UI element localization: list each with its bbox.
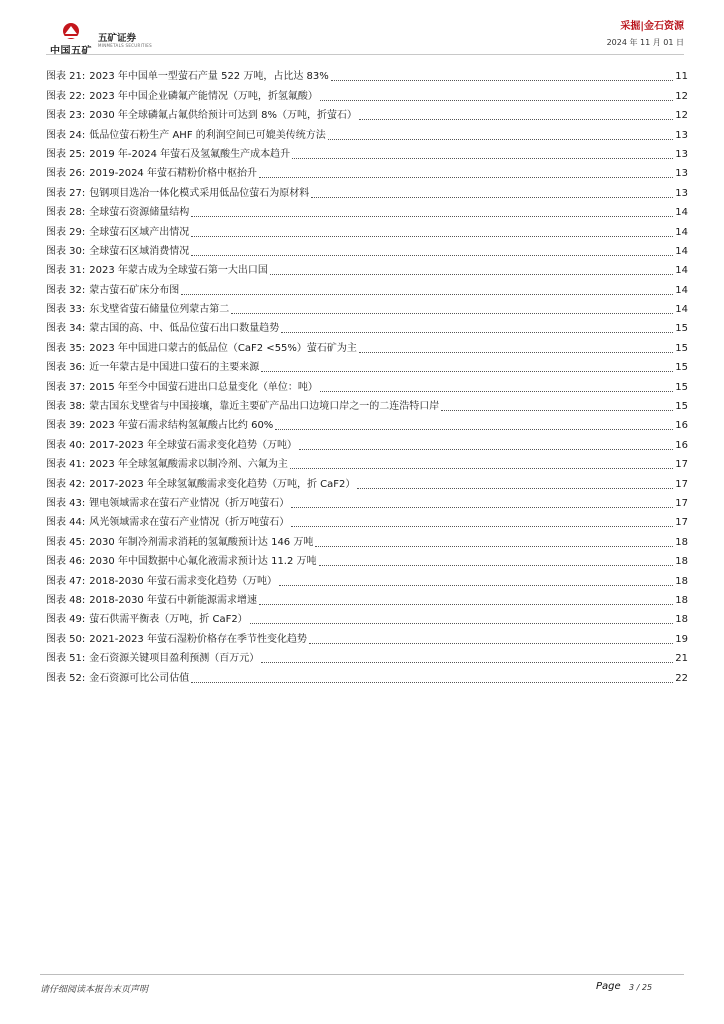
toc-entry-leader <box>315 545 673 547</box>
toc-entry-page: 18 <box>675 556 688 568</box>
toc-entry-leader <box>299 448 673 450</box>
toc-entry-page: 14 <box>675 304 688 316</box>
toc-entry-page: 17 <box>675 478 688 490</box>
toc-entry[interactable] <box>46 180 688 199</box>
toc-entry[interactable] <box>46 607 688 626</box>
toc-entry[interactable] <box>46 83 688 102</box>
toc-entry-leader <box>319 564 674 566</box>
toc-entry-page: 18 <box>675 614 688 626</box>
toc-entry[interactable] <box>46 626 688 645</box>
toc-entry-title: 2023 年蒙古成为全球萤石第一大出口国 <box>89 265 268 277</box>
toc-entry-title: 2030 年制冷剂需求消耗的氢氟酸预计达 146 万吨 <box>89 536 314 548</box>
toc-entry-page: 11 <box>675 71 688 83</box>
toc-entry-leader <box>191 254 673 256</box>
toc-entry[interactable] <box>46 665 688 684</box>
toc-entry-leader <box>191 215 673 217</box>
toc-entry-label: 图表 31: <box>46 265 86 277</box>
toc-entry-title: 2018-2030 年萤石中新能源需求增速 <box>89 594 257 606</box>
footer-page-label: Page <box>596 981 621 992</box>
toc-entry-title: 2023 年中国单一型萤石产量 522 万吨，占比达 83% <box>89 71 329 83</box>
toc-entry-title: 金石资源关键项目盈利预测（百万元） <box>89 653 260 665</box>
toc-entry[interactable] <box>46 142 688 161</box>
toc-entry-leader <box>357 487 673 489</box>
toc-entry-label: 图表 40: <box>46 439 86 451</box>
toc-entry-title: 萤石供需平衡表（万吨，折 CaF2） <box>89 614 248 626</box>
toc-entry-page: 14 <box>675 265 688 277</box>
toc-entry[interactable] <box>46 432 688 451</box>
toc-entry-page: 22 <box>675 672 688 684</box>
toc-entry-label: 图表 38: <box>46 401 86 413</box>
toc-entry-page: 15 <box>675 362 688 374</box>
toc-entry-label: 图表 50: <box>46 633 86 645</box>
toc-entry[interactable] <box>46 161 688 180</box>
toc-entry-title: 蒙古萤石矿床分布图 <box>89 284 180 296</box>
toc-entry[interactable] <box>46 316 688 335</box>
footer-page-number: 3 / 25 <box>629 983 653 992</box>
toc-entry-leader <box>191 681 673 683</box>
toc-entry-label: 图表 21: <box>46 71 86 83</box>
toc-entry[interactable] <box>46 297 688 316</box>
toc-entry-page: 14 <box>675 207 688 219</box>
toc-entry-title: 风光领域需求在萤石产业情况（折万吨萤石） <box>89 517 290 529</box>
toc-entry-page: 14 <box>675 226 688 238</box>
toc-entry-label: 图表 46: <box>46 556 86 568</box>
toc-entry-leader <box>259 176 673 178</box>
toc-entry-leader <box>279 584 673 586</box>
toc-entry-page: 15 <box>675 323 688 335</box>
report-date: 2024 年 11 月 01 日 <box>606 38 684 47</box>
toc-entry-title: 2017-2023 年全球氢氟酸需求变化趋势（万吨，折 CaF2） <box>89 478 356 490</box>
toc-entry-title: 2023 年萤石需求结构氢氟酸占比约 60% <box>89 420 274 432</box>
toc-entry[interactable] <box>46 529 688 548</box>
toc-entry-leader <box>331 79 674 81</box>
toc-entry[interactable] <box>46 219 688 238</box>
toc-entry-leader <box>320 99 673 101</box>
toc-entry-page: 19 <box>675 633 688 645</box>
toc-entry-label: 图表 36: <box>46 362 86 374</box>
toc-entry-leader <box>259 603 673 605</box>
logo-english-name: MINMETALS SECURITIES <box>98 43 152 48</box>
toc-entry-title: 2019-2024 年萤石精粉价格中枢抬升 <box>89 168 257 180</box>
toc-entry[interactable] <box>46 471 688 490</box>
toc-entry-leader <box>441 409 673 411</box>
toc-entry-page: 18 <box>675 575 688 587</box>
toc-entry-title: 2019 年-2024 年萤石及氢氟酸生产成本趋升 <box>89 148 291 160</box>
toc-entry-leader <box>181 293 673 295</box>
toc-entry-leader <box>250 622 674 624</box>
toc-entry-leader <box>261 661 673 663</box>
toc-entry-label: 图表 26: <box>46 168 86 180</box>
toc-entry-title: 锂电领域需求在萤石产业情况（折万吨萤石） <box>89 497 290 509</box>
toc-entry-title: 全球萤石区域产出情况 <box>89 226 190 238</box>
toc-entry-page: 17 <box>675 497 688 509</box>
logo-subsidiary-name: 五矿证券 <box>98 33 137 44</box>
toc-entry-leader <box>291 506 673 508</box>
toc-entry-title: 2023 年中国进口蒙古的低品位（CaF2 <55%）萤石矿为主 <box>89 342 357 354</box>
toc-entry-page: 17 <box>675 517 688 529</box>
toc-entry-title: 金石资源可比公司估值 <box>89 672 190 684</box>
toc-entry-label: 图表 34: <box>46 323 86 335</box>
toc-entry-label: 图表 44: <box>46 517 86 529</box>
toc-entry-leader <box>191 235 673 237</box>
toc-entry-label: 图表 41: <box>46 459 86 471</box>
toc-entry-label: 图表 49: <box>46 614 86 626</box>
toc-entry[interactable] <box>46 64 688 83</box>
toc-entry-page: 15 <box>675 381 688 393</box>
toc-entry-title: 2030 年全球磷氟占氟供给预计可达到 8%（万吨，折萤石） <box>89 110 357 122</box>
toc-entry-page: 18 <box>675 594 688 606</box>
toc-entry-label: 图表 37: <box>46 381 86 393</box>
toc-entry[interactable] <box>46 491 688 510</box>
toc-entry[interactable] <box>46 394 688 413</box>
toc-entry-leader <box>231 312 673 314</box>
toc-entry-label: 图表 28: <box>46 207 86 219</box>
toc-entry[interactable] <box>46 200 688 219</box>
toc-entry-title: 蒙古国东戈壁省与中国接壤，靠近主要矿产品出口边境口岸之一的二连浩特口岸 <box>89 401 440 413</box>
toc-entry-title: 东戈壁省萤石储量位列蒙古第二 <box>89 304 230 316</box>
toc-entry-title: 近一年蒙古是中国进口萤石的主要来源 <box>89 362 260 374</box>
toc-entry[interactable] <box>46 549 688 568</box>
toc-entry-label: 图表 23: <box>46 110 86 122</box>
company-logo <box>46 22 152 57</box>
toc-entry-title: 2021-2023 年萤石湿粉价格存在季节性变化趋势 <box>89 633 307 645</box>
toc-entry[interactable] <box>46 103 688 122</box>
toc-entry-label: 图表 29: <box>46 226 86 238</box>
header-divider <box>46 54 684 55</box>
toc-entry-label: 图表 45: <box>46 536 86 548</box>
toc-entry[interactable] <box>46 374 688 393</box>
toc-entry-page: 14 <box>675 245 688 257</box>
toc-entry-page: 21 <box>675 653 688 665</box>
toc-entry-label: 图表 47: <box>46 575 86 587</box>
toc-entry[interactable] <box>46 239 688 258</box>
toc-entry-label: 图表 22: <box>46 90 86 102</box>
toc-entry-label: 图表 42: <box>46 478 86 490</box>
toc-entry[interactable] <box>46 258 688 277</box>
figure-index-list <box>46 64 688 685</box>
toc-entry-leader <box>311 196 673 198</box>
toc-entry[interactable] <box>46 335 688 354</box>
toc-entry-leader <box>281 331 673 333</box>
toc-entry-leader <box>270 273 673 275</box>
toc-entry-page: 13 <box>675 187 688 199</box>
toc-entry-leader <box>292 157 673 159</box>
toc-entry[interactable] <box>46 277 688 296</box>
toc-entry-title: 2023 年全球氢氟酸需求以制冷剂、六氟为主 <box>89 459 288 471</box>
footer-disclaimer: 请仔细阅读本报告末页声明 <box>40 985 149 995</box>
toc-entry-title: 2017-2023 年全球萤石需求变化趋势（万吨） <box>89 439 297 451</box>
toc-entry-title: 2015 年至今中国萤石进出口总量变化（单位：吨） <box>89 381 318 393</box>
toc-entry-label: 图表 39: <box>46 420 86 432</box>
toc-entry-page: 17 <box>675 459 688 471</box>
toc-entry-label: 图表 48: <box>46 594 86 606</box>
toc-entry-label: 图表 27: <box>46 187 86 199</box>
toc-entry-label: 图表 43: <box>46 497 86 509</box>
toc-entry-leader <box>359 118 673 120</box>
toc-entry[interactable] <box>46 588 688 607</box>
toc-entry-page: 14 <box>675 284 688 296</box>
toc-entry-page: 12 <box>675 90 688 102</box>
toc-entry-page: 13 <box>675 168 688 180</box>
toc-entry-title: 2030 年中国数据中心氟化液需求预计达 11.2 万吨 <box>89 556 317 568</box>
toc-entry-page: 18 <box>675 536 688 548</box>
toc-entry[interactable] <box>46 413 688 432</box>
toc-entry-title: 低品位萤石粉生产 AHF 的利润空间已可媲美传统方法 <box>89 129 326 141</box>
toc-entry[interactable] <box>46 568 688 587</box>
toc-entry-label: 图表 25: <box>46 148 86 160</box>
toc-entry[interactable] <box>46 452 688 471</box>
toc-entry[interactable] <box>46 355 688 374</box>
toc-entry-label: 图表 52: <box>46 672 86 684</box>
toc-entry-title: 全球萤石区域消费情况 <box>89 245 190 257</box>
toc-entry-leader <box>328 138 674 140</box>
footer-divider <box>40 974 684 975</box>
toc-entry-title: 2018-2030 年萤石需求变化趋势（万吨） <box>89 575 277 587</box>
toc-entry-page: 15 <box>675 401 688 413</box>
toc-entry-page: 15 <box>675 342 688 354</box>
report-title: 采掘|金石资源 <box>620 21 684 32</box>
toc-entry[interactable] <box>46 122 688 141</box>
toc-entry-leader <box>291 525 673 527</box>
toc-entry-title: 全球萤石资源储量结构 <box>89 207 190 219</box>
toc-entry-title: 包钢项目选冶一体化模式采用低品位萤石为原材料 <box>89 187 310 199</box>
toc-entry-label: 图表 32: <box>46 284 86 296</box>
toc-entry-label: 图表 51: <box>46 653 86 665</box>
toc-entry-leader <box>309 642 673 644</box>
toc-entry-title: 2023 年中国企业磷氟产能情况（万吨，折氢氟酸） <box>89 90 318 102</box>
toc-entry-leader <box>261 370 673 372</box>
toc-entry[interactable] <box>46 646 688 665</box>
toc-entry-page: 13 <box>675 129 688 141</box>
toc-entry-leader <box>359 351 673 353</box>
toc-entry-label: 图表 30: <box>46 245 86 257</box>
minmetals-logo-icon <box>60 22 82 42</box>
toc-entry-page: 13 <box>675 148 688 160</box>
toc-entry-title: 蒙古国的高、中、低品位萤石出口数量趋势 <box>89 323 280 335</box>
toc-entry-leader <box>275 428 673 430</box>
toc-entry-label: 图表 24: <box>46 129 86 141</box>
toc-entry-leader <box>320 390 673 392</box>
toc-entry-label: 图表 35: <box>46 342 86 354</box>
toc-entry-page: 16 <box>675 420 688 432</box>
toc-entry-page: 12 <box>675 110 688 122</box>
toc-entry[interactable] <box>46 510 688 529</box>
toc-entry-leader <box>290 467 673 469</box>
toc-entry-label: 图表 33: <box>46 304 86 316</box>
toc-entry-page: 16 <box>675 439 688 451</box>
logo-company-name: 中国五矿 <box>50 46 92 57</box>
